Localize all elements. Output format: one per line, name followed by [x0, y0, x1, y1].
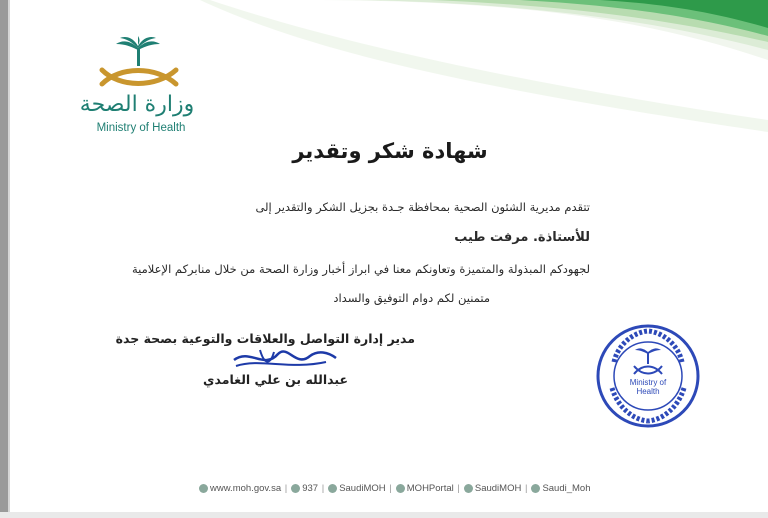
- bottom-border: [0, 512, 768, 518]
- appreciation-line: لجهودكم المبذولة والمتميزة وتعاونكم معنا في ابراز أخبار وزارة الصحة من خلال منابركم الإعلامية: [132, 262, 590, 276]
- intro-line: تتقدم مديرية الشئون الصحية بمحافظة جـدة بجزيل الشكر والتقدير إلى: [255, 200, 590, 214]
- youtube-icon: [464, 484, 473, 493]
- footer-website[interactable]: www.moh.gov.sa: [210, 483, 282, 494]
- ministry-name-arabic: وزارة الصحة: [79, 92, 195, 117]
- palm-and-swords-icon: [94, 36, 184, 92]
- signatory-name: عبدالله بن علي الغامدي: [203, 372, 348, 387]
- ministry-name-english: Ministry of Health: [96, 122, 186, 134]
- stamp-text: Ministry of Health: [629, 378, 667, 396]
- ministry-logo: [76, 36, 206, 140]
- footer-contacts: www.moh.gov.sa | 937 | SaudiMOH | MOHPortal | SaudiMOH | Saudi_Moh: [196, 483, 616, 499]
- footer-twitter[interactable]: SaudiMOH: [339, 483, 386, 494]
- instagram-icon: [396, 484, 405, 493]
- certificate-title: شهادة شكر وتقدير: [292, 139, 488, 163]
- footer-snapchat[interactable]: Saudi_Moh: [542, 483, 591, 494]
- signatory-title: مدير إدارة التواصل والعلاقات والتوعية بصحة جدة: [115, 331, 415, 346]
- footer-youtube[interactable]: SaudiMOH: [474, 483, 522, 494]
- official-stamp: [594, 322, 702, 430]
- left-border: [0, 0, 8, 518]
- footer-phone: 937: [302, 483, 319, 494]
- stamp-seal-icon: [594, 322, 702, 430]
- left-border-inner: [8, 0, 10, 518]
- wishes-line: متمنين لكم دوام التوفيق والسداد: [333, 291, 490, 305]
- footer-portal[interactable]: MOHPortal: [406, 483, 454, 494]
- recipient-name: للأستاذة. مرفت طيب: [454, 230, 590, 245]
- handwritten-signature: [230, 340, 340, 374]
- globe-icon: [199, 484, 208, 493]
- snapchat-icon: [531, 484, 540, 493]
- phone-icon: [291, 484, 300, 493]
- twitter-icon: [328, 484, 337, 493]
